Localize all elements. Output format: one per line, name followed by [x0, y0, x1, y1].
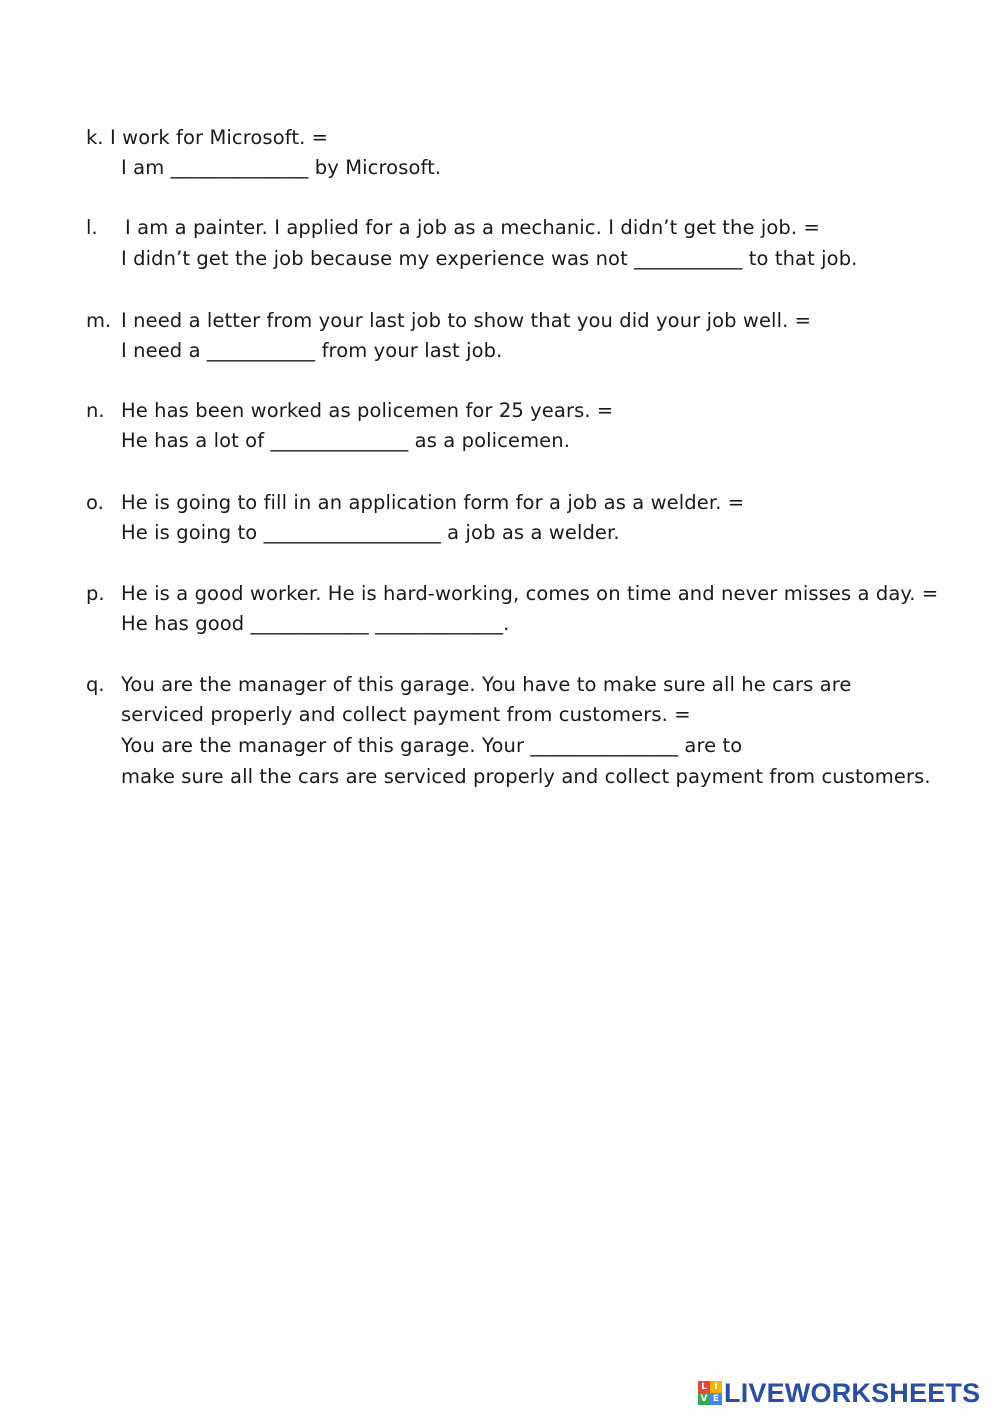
- item-l-answer-line[interactable]: I didn’t get the job because my experience was not ___________ to that job.: [121, 247, 858, 270]
- logo-tile-l: L: [698, 1381, 710, 1393]
- item-marker-q: q.: [86, 673, 105, 696]
- item-o-answer-line[interactable]: He is going to __________________ a job as a welder.: [121, 521, 620, 544]
- item-marker-l: l.: [86, 216, 98, 239]
- item-k-prompt: I work for Microsoft. =: [110, 126, 329, 149]
- liveworksheets-logo-text: LIVEWORKSHEETS: [724, 1377, 981, 1408]
- item-marker-m: m.: [86, 309, 112, 332]
- item-l-prompt: I am a painter. I applied for a job as a mechanic. I didn’t get the job. =: [125, 216, 820, 239]
- item-q-prompt-line-1: You are the manager of this garage. You have to make sure all he cars are: [121, 673, 852, 696]
- logo-tile-i: I: [710, 1381, 722, 1393]
- liveworksheets-logo-icon: [698, 1381, 722, 1405]
- item-marker-n: n.: [86, 399, 105, 422]
- item-p-answer-line[interactable]: He has good ____________ _____________.: [121, 612, 510, 635]
- item-marker-k: k.: [86, 126, 104, 149]
- item-q-answer-line[interactable]: You are the manager of this garage. Your _______________ are to: [121, 734, 743, 757]
- item-marker-o: o.: [86, 491, 104, 514]
- item-m-answer-line[interactable]: I need a ___________ from your last job.: [121, 339, 503, 362]
- logo-tile-e: E: [710, 1393, 722, 1405]
- item-o-prompt: He is going to fill in an application form for a job as a welder. =: [121, 491, 745, 514]
- item-q-answer-line-2: make sure all the cars are serviced properly and collect payment from customers.: [121, 765, 931, 788]
- item-p-prompt: He is a good worker. He is hard-working, comes on time and never misses a day. =: [121, 582, 939, 605]
- item-n-prompt: He has been worked as policemen for 25 years. =: [121, 399, 614, 422]
- logo-tile-v: V: [698, 1393, 710, 1405]
- item-n-answer-line[interactable]: He has a lot of ______________ as a policemen.: [121, 429, 571, 452]
- item-q-prompt-line-2: serviced properly and collect payment from customers. =: [121, 703, 691, 726]
- item-m-prompt: I need a letter from your last job to show that you did your job well. =: [121, 309, 812, 332]
- item-k-answer-line[interactable]: I am ______________ by Microsoft.: [121, 156, 442, 179]
- liveworksheets-logo: [698, 1378, 980, 1408]
- item-marker-p: p.: [86, 582, 105, 605]
